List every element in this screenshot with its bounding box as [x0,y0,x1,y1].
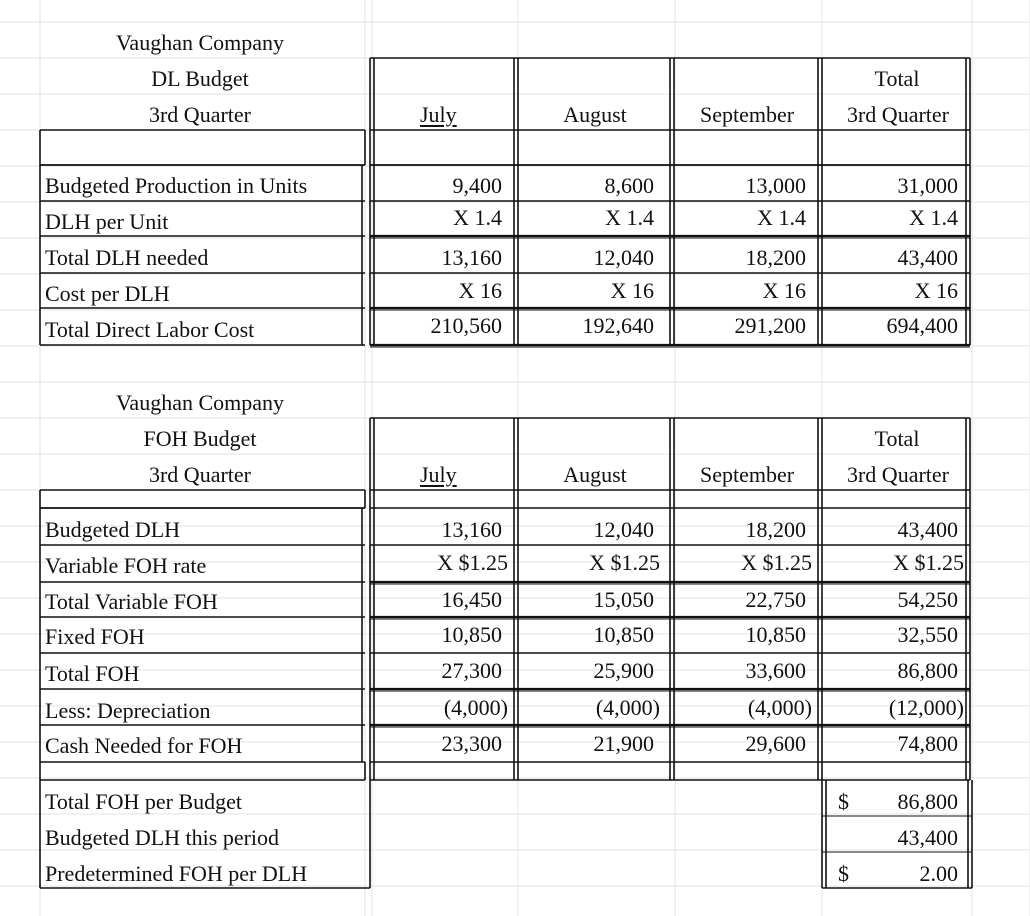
cell-july: 23,300 [441,731,502,756]
cell-august: 12,040 [593,517,654,542]
dl-header-july: July [420,102,457,127]
cell-july: 16,450 [441,587,502,612]
row-label: Total DLH needed [45,245,209,270]
row-label: Total FOH per Budget [45,789,243,814]
row-label: DLH per Unit [45,209,169,234]
cell-total: 43,400 [897,517,958,542]
cell-total: 74,800 [897,731,958,756]
cell-september: 291,200 [734,313,806,338]
cell-value: 43,400 [897,825,958,850]
cell-september: 18,200 [745,517,806,542]
cell-september: 18,200 [745,245,806,270]
cell-total: X $1.25 [893,550,964,575]
foh-company-name: Vaughan Company [115,390,285,415]
cell-july: X $1.25 [437,550,508,575]
cell-september: 10,850 [745,622,806,647]
cell-september: 13,000 [745,173,806,198]
dl-header-total: Total [874,66,920,91]
dl-header-september: September [699,102,795,127]
cell-september: 33,600 [745,658,806,683]
cell-total: X 1.4 [909,205,958,230]
row-label: Total Direct Labor Cost [45,317,255,342]
dl-header-3rd-quarter: 3rd Quarter [846,102,949,127]
cell-july: (4,000) [443,695,508,720]
row-label: Budgeted DLH [45,517,181,542]
cell-august: X 16 [610,278,654,303]
cell-august: 25,900 [593,658,654,683]
cell-july: 9,400 [452,173,502,198]
row-label: Cost per DLH [45,281,170,306]
cell-total: X 16 [914,278,958,303]
cell-july: 210,560 [430,313,502,338]
cell-value: 86,800 [897,789,958,814]
cell-august: 12,040 [593,245,654,270]
foh-budget-period: 3rd Quarter [148,462,251,487]
dl-header-august: August [563,102,627,127]
cell-total: (12,000) [888,695,964,720]
cell-july: 10,850 [441,622,502,647]
row-label: Total Variable FOH [45,589,218,614]
cell-total: 43,400 [897,245,958,270]
foh-header-july: July [420,462,457,487]
row-label: Variable FOH rate [45,553,207,578]
cell-september: X 1.4 [757,205,806,230]
cell-august: X $1.25 [589,550,660,575]
dl-budget-title: DL Budget [151,66,249,91]
cell-july: 13,160 [441,517,502,542]
foh-header-september: September [699,462,795,487]
cell-august: X 1.4 [605,205,654,230]
cell-july: 13,160 [441,245,502,270]
cell-july: X 1.4 [453,205,502,230]
dl-budget-period: 3rd Quarter [148,102,251,127]
cell-value: 2.00 [919,861,958,886]
foh-header-total: Total [874,426,920,451]
row-label: Budgeted Production in Units [45,173,308,198]
cell-july: X 16 [458,278,502,303]
cell-august: 21,900 [593,731,654,756]
cell-august: (4,000) [595,695,660,720]
row-label: Budgeted DLH this period [45,825,280,850]
row-label: Total FOH [45,661,140,686]
row-label: Less: Depreciation [45,698,211,723]
foh-header-3rd-quarter: 3rd Quarter [846,462,949,487]
cell-august: 15,050 [593,587,654,612]
currency-symbol: $ [838,861,849,886]
cell-september: X 16 [762,278,806,303]
cell-september: 22,750 [745,587,806,612]
cell-total: 32,550 [897,622,958,647]
cell-total: 694,400 [886,313,958,338]
cell-total: 86,800 [897,658,958,683]
row-label: Predetermined FOH per DLH [45,861,308,886]
row-label: Fixed FOH [45,624,145,649]
cell-august: 192,640 [582,313,654,338]
foh-budget-title: FOH Budget [143,426,257,451]
cell-august: 8,600 [604,173,654,198]
currency-symbol: $ [838,789,849,814]
cell-august: 10,850 [593,622,654,647]
cell-total: 54,250 [897,587,958,612]
cell-september: 29,600 [745,731,806,756]
cell-september: X $1.25 [741,550,812,575]
cell-september: (4,000) [747,695,812,720]
foh-header-august: August [563,462,627,487]
cell-july: 27,300 [441,658,502,683]
dl-company-name: Vaughan Company [115,30,285,55]
row-label: Cash Needed for FOH [45,733,243,758]
cell-total: 31,000 [897,173,958,198]
